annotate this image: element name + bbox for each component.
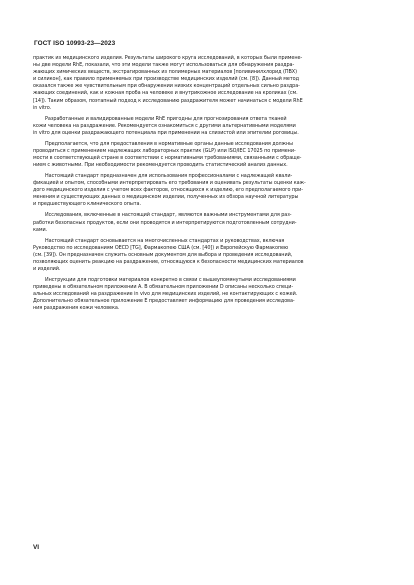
paragraph-7: Инструкции для подготовки материалов конкретно в связи с вышеупомянутыми исследованиями приведены в обязательном приложении А. В обязательном приложении D описаны несколько специ- альных исследований на раздражение in vivo для медицинских изделий, не контактирующих с кожей. Дополнительно обязательное приложение Е предоставляет информацию для проведения исследова- ния раздражения кожи человека. bbox=[33, 276, 298, 312]
paragraph-3: Предполагается, что для предоставления в нормативные органы данные исследования должны проводиться с применением надлежащих лабораторных практик (GLP) или ISO/IEC 17025 по примени- мости в соответствующей стране в соответствии с нормативными требованиями, связанными с обраще- нием с животными. При необходимости рекомендуется проводить статистический анализ данных. bbox=[33, 140, 302, 169]
paragraph-6: Настоящий стандарт основывается на многочисленных стандартах и руководствах, включая Руководство по исследованиям OECD [TG], Фармакопею США (см. [40]) и Европейскую Фармакопею (см. [39]). Он предназначен служить основным документом для выбора и проведения исследований, позволяющих оценить реакцию на раздражение, относящуюся к безопасности медицинских материалов и изделий. bbox=[33, 237, 304, 272]
paragraph-1: практик из медицинского изделия. Результаты широкого круга исследований, в которых были примене- ны две модели RhE, показали, что эти модели также могут использоваться для обнаружения раздра- жающих химических веществ, экстрагированных из полимерных материалов [поливинилхлорид (ПВХ) и силикон], как правило применяемых при производстве медицинских изделий (см. [8]). Данный метод оказался также же чувствительным при обнаружении низких концентраций отдельных сильно раздра- жающих соединений, как и кожная проба на человеке и внутрикожное исследование на кроликах (см. [14]). Таким образом, поэтапный подход к исследованию раздражителя может начинаться с модели RhE in vitro. bbox=[33, 55, 303, 111]
paragraph-4: Настоящий стандарт предназначен для использования профессионалами с надлежащей квали- фикацией и опытом, способными интерпретировать его требования и оценивать результаты оценки каж- дого медицинского изделия с учетом всех факторов, относящихся к изделию, его предполагаемого при- менения и существующих данных о медицинском изделии, полученных из обзора научной литературы и предшествующего клинического опыта. bbox=[33, 173, 306, 208]
document-body bbox=[33, 55, 383, 316]
page-number: VI bbox=[33, 544, 40, 551]
paragraph-5: Исследования, включенные в настоящий стандарт, являются важными инструментами для раз- работки безопасных продуктов, если они проводятся и интерпретируются подготовленным сотрудни- ками. bbox=[33, 212, 297, 233]
paragraph-2: Разработанные и валидированные модели RhE пригодны для прогнозирования ответа тканей кожи человека на раздражение. Рекомендуется ознакомиться с другими альтернативными моделями in vitro для оценки раздражающего потенциала при применении на слизистой или эпителии роговицы. bbox=[33, 115, 299, 136]
document-header: ГОСТ ISO 10993-23—2023 bbox=[34, 40, 116, 47]
